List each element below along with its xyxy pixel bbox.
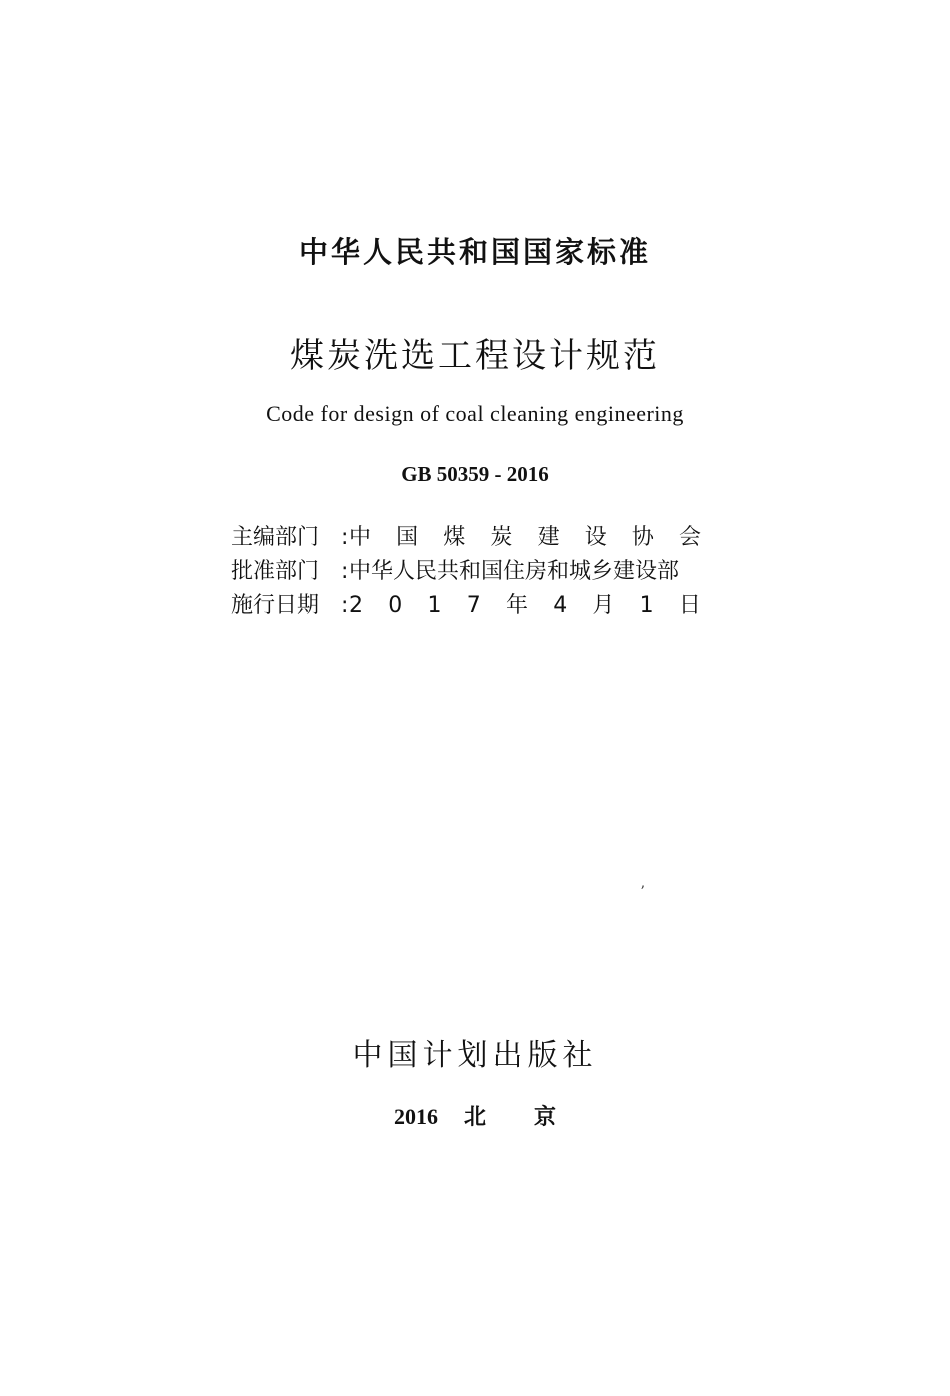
- chief-editor-char: 建: [537, 525, 560, 550]
- chief-editor-char: 煤: [443, 525, 466, 550]
- title-chinese: 煤炭洗选工程设计规范: [290, 336, 660, 376]
- chief-editor-value: [349, 521, 701, 555]
- title-english: Code for design of coal cleaning engineering: [266, 401, 684, 426]
- publisher-name: 中国计划出版社: [352, 1038, 598, 1073]
- effective-date-char: 日: [678, 593, 701, 618]
- effective-date-row: [231, 589, 701, 623]
- chief-editor-colon: :: [341, 525, 349, 550]
- standard-type: 中华人民共和国国家标准: [298, 235, 651, 269]
- effective-date-label: 施行日期: [231, 593, 320, 618]
- chief-editor-char: 协: [631, 525, 654, 550]
- chief-editor-char: 国: [396, 525, 419, 550]
- effective-date-char: 2: [349, 593, 363, 618]
- effective-date-value: [349, 589, 701, 623]
- effective-date-char: 0: [388, 593, 403, 618]
- approver-label: 批准部门: [231, 559, 320, 584]
- effective-date-char: 7: [466, 593, 481, 618]
- publication-city: 北京: [463, 1105, 604, 1130]
- info-block: [231, 521, 701, 623]
- chief-editor-char: 设: [584, 525, 607, 550]
- chief-editor-char: 中: [349, 525, 372, 550]
- effective-date-char: 年: [505, 593, 528, 618]
- approver-colon: :: [341, 559, 349, 584]
- publication-line: [0, 1100, 950, 1131]
- approver-value: 中华人民共和国住房和城乡建设部: [349, 559, 680, 584]
- effective-date-char: 1: [427, 593, 442, 618]
- approver-row: [231, 555, 701, 589]
- chief-editor-char: 炭: [490, 525, 513, 550]
- effective-date-char: 1: [639, 593, 654, 618]
- chief-editor-label: 主编部门: [231, 525, 320, 550]
- chief-editor-char: 会: [678, 525, 701, 550]
- effective-date-colon: :: [341, 593, 349, 618]
- effective-date-char: 月: [592, 593, 615, 618]
- standard-number: GB 50359 - 2016: [401, 462, 549, 486]
- chief-editor-row: [231, 521, 701, 555]
- effective-date-char: 4: [553, 593, 568, 618]
- stray-mark: ʼ: [640, 884, 645, 900]
- publication-year: 2016: [393, 1104, 438, 1129]
